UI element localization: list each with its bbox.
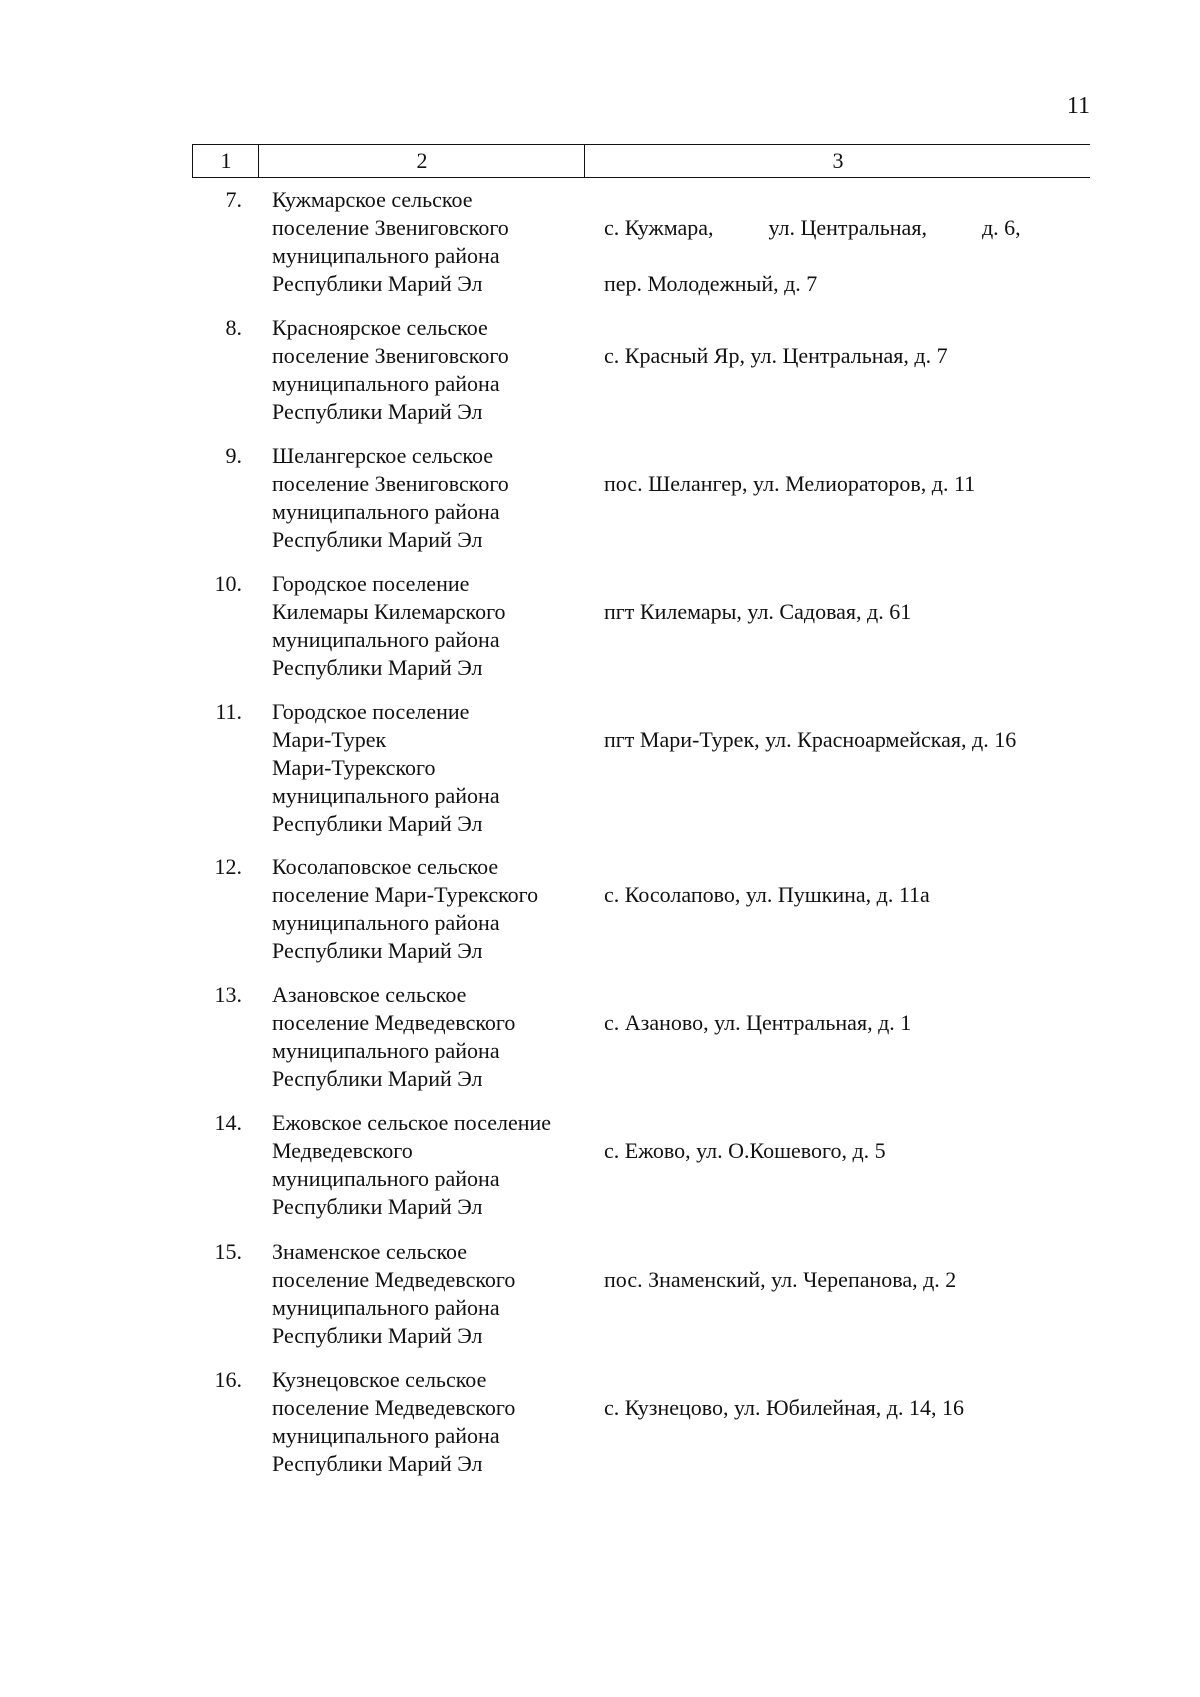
page-number: 11 <box>1066 93 1090 119</box>
row-number: 8. <box>225 315 242 340</box>
row-number: 16. <box>214 1367 242 1392</box>
settlement-address <box>604 1366 1090 1450</box>
row-number: 14. <box>214 1110 242 1135</box>
settlement-name: Шелангерское сельское поселение Звениговского муниципального района Республики Марий Эл <box>272 443 509 552</box>
settlement-address <box>604 314 1090 398</box>
address-line: с. Красный Яр, ул. Центральная, д. 7 <box>604 343 948 368</box>
settlement-name: Городское поселение Мари-Турек Мари-Турекского муниципального района Республики Марий Эл <box>272 699 500 836</box>
address-line: пос. Знаменский, ул. Черепанова, д. 2 <box>604 1267 957 1292</box>
settlement-address <box>604 1238 1090 1322</box>
settlement-address <box>604 853 1090 937</box>
column-header-2: 2 <box>258 145 585 177</box>
address-line: с. Азаново, ул. Центральная, д. 1 <box>604 1010 912 1035</box>
column-header-1: 1 <box>192 145 259 177</box>
table-header-row <box>192 144 1090 178</box>
row-number: 7. <box>225 187 242 212</box>
settlement-name: Городское поселение Килемары Килемарского муниципального района Республики Марий Эл <box>272 571 506 680</box>
settlement-name: Косолаповское сельское поселение Мари-Турекского муниципального района Республики Марий Эл <box>272 854 539 963</box>
address-line: пгт Килемары, ул. Садовая, д. 61 <box>604 599 912 624</box>
settlement-address <box>604 981 1090 1065</box>
address-line: с. Ежово, ул. О.Кошевого, д. 5 <box>604 1138 886 1163</box>
address-line: пер. Молодежный, д. 7 <box>604 271 818 296</box>
address-line: пос. Шелангер, ул. Мелиораторов, д. 11 <box>604 471 976 496</box>
address-line: с. Косолапово, ул. Пушкина, д. 11а <box>604 882 930 907</box>
address-line: с. Кузнецово, ул. Юбилейная, д. 14, 16 <box>604 1395 964 1420</box>
row-number: 13. <box>214 982 242 1007</box>
settlement-name: Ежовское сельское поселение Медведевского муниципального района Республики Марий Эл <box>272 1110 552 1219</box>
settlement-name: Кужмарское сельское поселение Звениговского муниципального района Республики Марий Эл <box>272 187 509 296</box>
row-number: 9. <box>225 443 242 468</box>
row-number: 11. <box>215 699 242 724</box>
row-number: 12. <box>214 854 242 879</box>
settlement-address <box>604 442 1090 526</box>
settlement-name: Знаменское сельское поселение Медведевского муниципального района Республики Марий Эл <box>272 1239 516 1348</box>
row-number: 10. <box>214 571 242 596</box>
settlement-name: Кузнецовское сельское поселение Медведевского муниципального района Республики Марий Эл <box>272 1367 516 1476</box>
row-number: 15. <box>214 1239 242 1264</box>
settlement-address <box>604 570 1090 654</box>
settlement-address <box>604 186 1090 326</box>
settlement-address <box>604 1109 1090 1193</box>
settlement-name: Азановское сельское поселение Медведевского муниципального района Республики Марий Эл <box>272 982 516 1091</box>
column-header-3: 3 <box>584 145 1091 177</box>
address-line: с. Кужмара, ул. Центральная, д. 6, <box>604 215 1021 240</box>
settlement-address <box>604 698 1090 782</box>
settlement-name: Красноярское сельское поселение Звениговского муниципального района Республики Марий Эл <box>272 315 509 424</box>
address-line: пгт Мари-Турек, ул. Красноармейская, д. 16 <box>604 727 1017 752</box>
settlements-table <box>192 144 1090 1476</box>
